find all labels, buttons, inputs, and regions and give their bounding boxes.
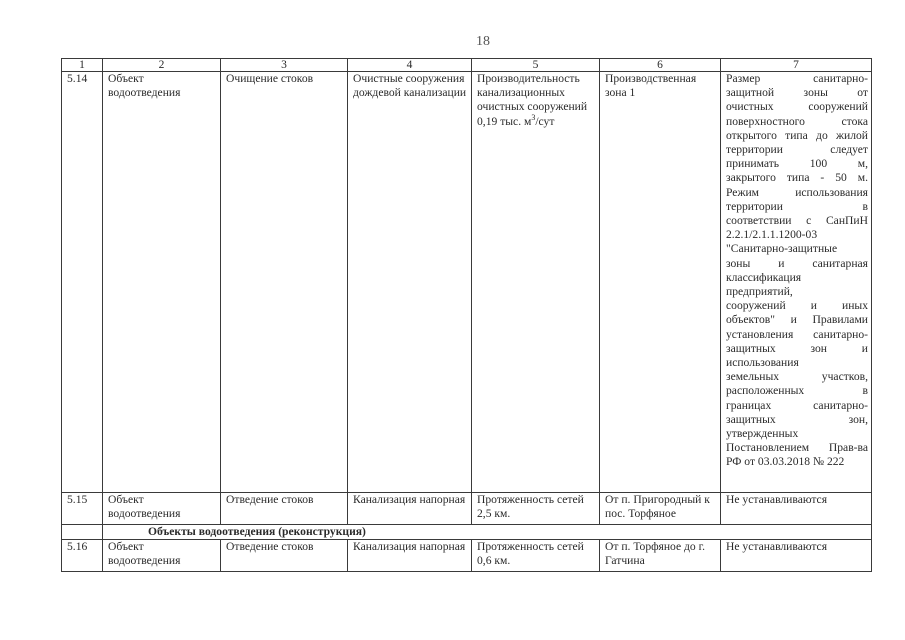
location-cell: От п. Торфяное до г. Гатчина [600,540,721,572]
header-cell-1: 1 [62,59,103,72]
requirements-line: открытого типа до жилой [726,128,868,142]
requirements-line: "Санитарно-защитные [726,242,838,256]
capacity-unit: /сут [535,114,555,128]
capacity-superscript: 3 [531,112,536,122]
capacity-cell: Протяженность сетей 0,6 км. [472,540,600,572]
requirements-line: защитных зон, [726,412,868,426]
location-cell: Производственная зона 1 [600,72,721,493]
name-cell: Очистные сооружения дождевой канализации [348,72,472,493]
capacity-cell: Протяженность сетей 2,5 км. [472,493,600,525]
row-number: 5.15 [62,493,103,525]
header-cell-2: 2 [103,59,221,72]
header-cell-4: 4 [348,59,472,72]
requirements-line: границах санитарно- [726,398,868,412]
object-cell: Объект водоотведения [103,72,221,493]
requirements-line: Постановлением Прав-ва [726,441,868,455]
requirements-cell [721,72,872,493]
header-row [62,59,872,72]
requirements-line: защитной зоны от [726,86,868,100]
requirements-line: соответствии с СанПиН [726,214,868,228]
requirements-line: классификация [726,270,802,284]
requirements-line: земельных участков, [726,370,868,384]
requirements-line: утвержденных [726,427,799,441]
header-cell-7: 7 [721,59,872,72]
table-row [62,72,872,493]
requirements-line: установления санитарно- [726,327,868,341]
objects-table [61,58,872,572]
requirements-line: защитных зон и [726,341,868,355]
row-number: 5.16 [62,540,103,572]
row-number: 5.14 [62,72,103,493]
object-cell: Объект водоотведения [103,493,221,525]
header-cell-6: 6 [600,59,721,72]
page-number: 18 [476,34,490,49]
capacity-cell [472,72,600,493]
requirements-line: сооружений и иных [726,299,868,313]
table-row [62,493,872,525]
section-empty-cell [62,525,103,540]
name-cell: Канализация напорная [348,493,472,525]
requirements-line: Размер санитарно- [726,72,868,85]
table-row [62,540,872,572]
requirements-line: 2.2.1/2.1.1.1200-03 [726,228,818,242]
section-row [62,525,872,540]
location-cell: От п. Пригородный к пос. Торфяное [600,493,721,525]
purpose-cell: Очищение стоков [221,72,348,493]
requirements-line: поверхностного стока [726,114,868,128]
header-cell-5: 5 [472,59,600,72]
section-title: Объекты водоотведения (реконструкция) [103,525,872,540]
requirements-line: использования [726,356,799,370]
requirements-line: территории следует [726,143,868,157]
requirements-line: территории в [726,199,868,213]
requirements-line: расположенных в [726,384,868,398]
requirements-line: зоны и санитарная [726,256,868,270]
requirements-line: принимать 100 м, [726,157,868,171]
requirements-line: очистных сооружений [726,100,868,114]
purpose-cell: Отведение стоков [221,493,348,525]
object-cell: Объект водоотведения [103,540,221,572]
requirements-cell: Не устанавливаются [721,540,872,572]
name-cell: Канализация напорная [348,540,472,572]
requirements-line: Режим использования [726,185,868,199]
requirements-line: закрытого типа - 50 м. [726,171,868,185]
header-cell-3: 3 [221,59,348,72]
requirements-cell: Не устанавливаются [721,493,872,525]
requirements-line: объектов" и Правилами [726,313,868,327]
purpose-cell: Отведение стоков [221,540,348,572]
capacity-text: Производительность канализационных очистных сооружений 0,19 тыс. м [477,72,588,128]
requirements-line: РФ от 03.03.2018 № 222 [726,455,845,469]
requirements-line: предприятий, [726,285,793,299]
